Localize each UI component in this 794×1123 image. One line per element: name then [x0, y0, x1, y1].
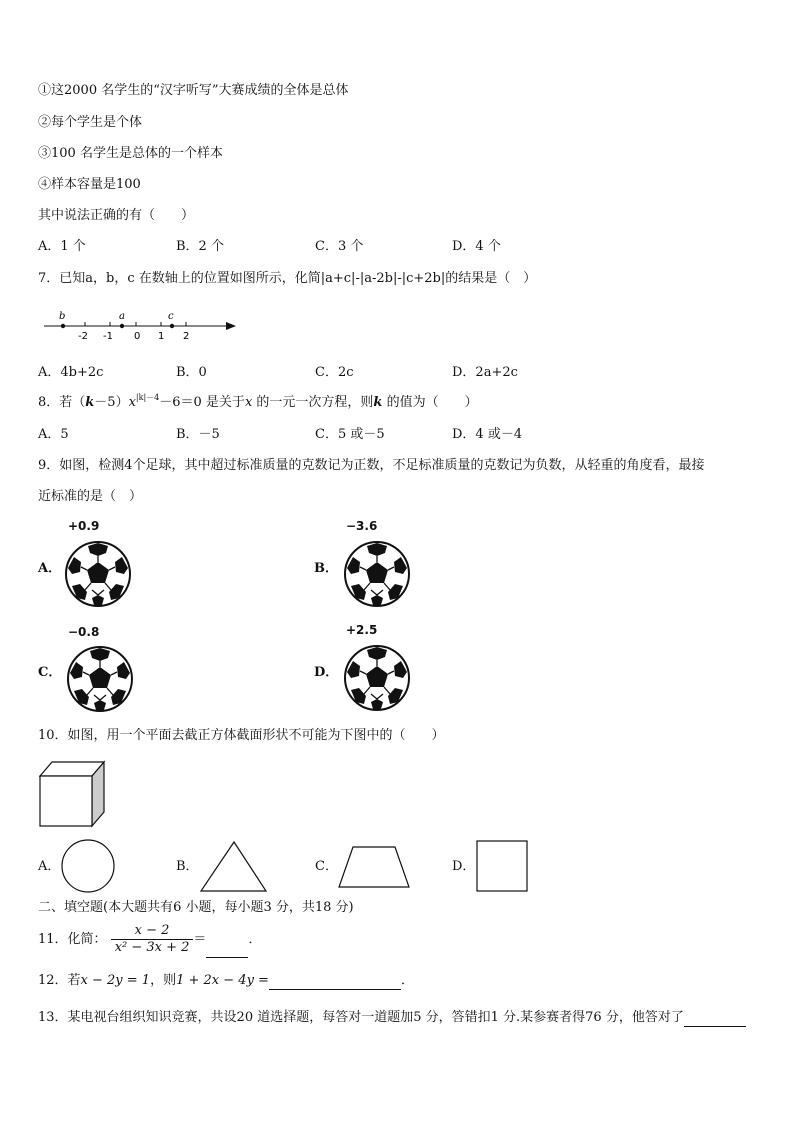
ball-a-value: +0.9 — [68, 519, 100, 533]
q11-question — [38, 922, 261, 958]
q6-option-c: C．3 个 — [315, 239, 364, 254]
q12-condition: x − 2y = 1 — [80, 973, 151, 988]
q10-option-c: C． — [315, 859, 338, 874]
q6-statement-4: ④样本容量是100 — [38, 177, 141, 192]
trapezoid-shape — [337, 845, 411, 889]
section-heading: 二、填空题(本大题共有6 小题，每小题3 分，共18 分) — [38, 900, 354, 915]
q6-statement-3: ③100 名学生是总体的一个样本 — [38, 146, 223, 161]
ball-c-value: −0.8 — [68, 625, 100, 639]
q11-answer-blank[interactable] — [206, 943, 248, 958]
q12-mid: ，则 — [150, 973, 177, 988]
tick-label-1: 1 — [158, 331, 165, 342]
q8-k2: k — [373, 395, 383, 410]
circle-shape — [60, 838, 116, 894]
q7-question: 7．已知a，b，c 在数轴上的位置如图所示，化简|a+c|-|a-2b|-|c+2b|的结果是（ ） — [38, 271, 537, 286]
q12-answer-blank[interactable] — [269, 975, 401, 990]
q8-option-d: D．4 或－4 — [452, 427, 523, 442]
q12-question — [38, 972, 414, 990]
q11-denominator: x² − 3x + 2 — [114, 940, 190, 955]
q6-option-b: B．2 个 — [176, 239, 224, 254]
q13-answer-blank[interactable] — [684, 1012, 746, 1027]
cube-figure — [38, 760, 106, 828]
ball-a-letter: A． — [38, 561, 62, 576]
q7-option-a: A．4b+2c — [38, 365, 104, 380]
q9-question-line2: 近标准的是（ ） — [38, 489, 143, 504]
ball-d-value: +2.5 — [346, 623, 378, 637]
q12-expression: 1 + 2x − 4y = — [176, 973, 269, 988]
q9-question-line1: 9．如图，检测4个足球，其中超过标准质量的克数记为正数，不足标准质量的克数记为负数，从轻重的角度看，最接 — [38, 458, 705, 473]
q8-post3: 的值为（ ） — [382, 395, 478, 410]
q8-post2: 的一元一次方程，则 — [252, 395, 374, 410]
ball-b-value: −3.6 — [346, 519, 378, 533]
q7-option-d: D．2a+2c — [452, 365, 518, 380]
soccer-ball-icon — [66, 645, 134, 713]
tick-label-2: 2 — [183, 331, 190, 342]
q8-post: －6＝0 是关于 — [159, 395, 245, 410]
q8-x2: x — [244, 395, 253, 410]
q10-question: 10．如图，用一个平面去截正方体截面形状不可能为下图中的（ ） — [38, 728, 445, 743]
q8-option-c: C．5 或－5 — [315, 427, 385, 442]
point-b — [61, 324, 65, 328]
q13-question — [38, 1009, 746, 1027]
ball-b-letter: B． — [314, 561, 338, 576]
q11-equals: ＝ — [193, 932, 207, 947]
q8-k: k — [85, 395, 95, 410]
q11-numerator: x − 2 — [111, 923, 194, 940]
q11-end: ． — [248, 932, 262, 947]
q8-option-a: A．5 — [38, 427, 69, 442]
q8-option-b: B．－5 — [176, 427, 220, 442]
triangle-shape — [199, 840, 269, 894]
q7-option-b: B．0 — [176, 365, 207, 380]
q6-statement-1: ①这2000 名学生的“汉字听写”大赛成绩的全体是总体 — [38, 83, 349, 98]
q6-statement-2: ②每个学生是个体 — [38, 115, 143, 130]
point-c — [170, 324, 174, 328]
square-shape — [476, 840, 528, 892]
q8-pre: 8．若（ — [38, 395, 86, 410]
point-label-c: c — [168, 311, 174, 322]
ball-c-letter: C． — [38, 665, 62, 680]
q8-mid: －5） — [94, 395, 129, 410]
q8-question — [38, 394, 478, 413]
q8-exponent: |k|－4 — [135, 393, 160, 402]
point-label-a: a — [119, 311, 125, 322]
q6-option-d: D．4 个 — [452, 239, 501, 254]
q12-end: ． — [400, 973, 414, 988]
q13-text: 13．某电视台组织知识竞赛，共设20 道选择题，每答对一道题加5 分，答错扣1 分.某参赛者得76 分，他答对了 — [38, 1010, 684, 1025]
q10-option-d: D． — [452, 859, 476, 874]
q7-option-c: C．2c — [315, 365, 354, 380]
q10-option-a: A． — [38, 859, 61, 874]
soccer-ball-icon — [343, 540, 411, 608]
tick-label-0: 0 — [134, 331, 141, 342]
tick-label-neg1: -1 — [103, 331, 113, 342]
ball-d-letter: D． — [314, 665, 339, 680]
q6-question: 其中说法正确的有（ ） — [38, 208, 195, 223]
q6-option-a: A．1 个 — [38, 239, 86, 254]
point-a — [120, 324, 124, 328]
number-line — [40, 308, 240, 344]
tick-label-neg2: -2 — [78, 331, 88, 342]
q11-fraction — [111, 923, 194, 956]
q11-pre: 11．化简： — [38, 932, 107, 947]
soccer-ball-icon — [343, 644, 411, 712]
q12-pre: 12．若 — [38, 973, 81, 988]
soccer-ball-icon — [64, 540, 132, 608]
q10-option-b: B． — [176, 859, 199, 874]
q8-x: x — [128, 395, 136, 410]
point-label-b: b — [59, 311, 66, 322]
